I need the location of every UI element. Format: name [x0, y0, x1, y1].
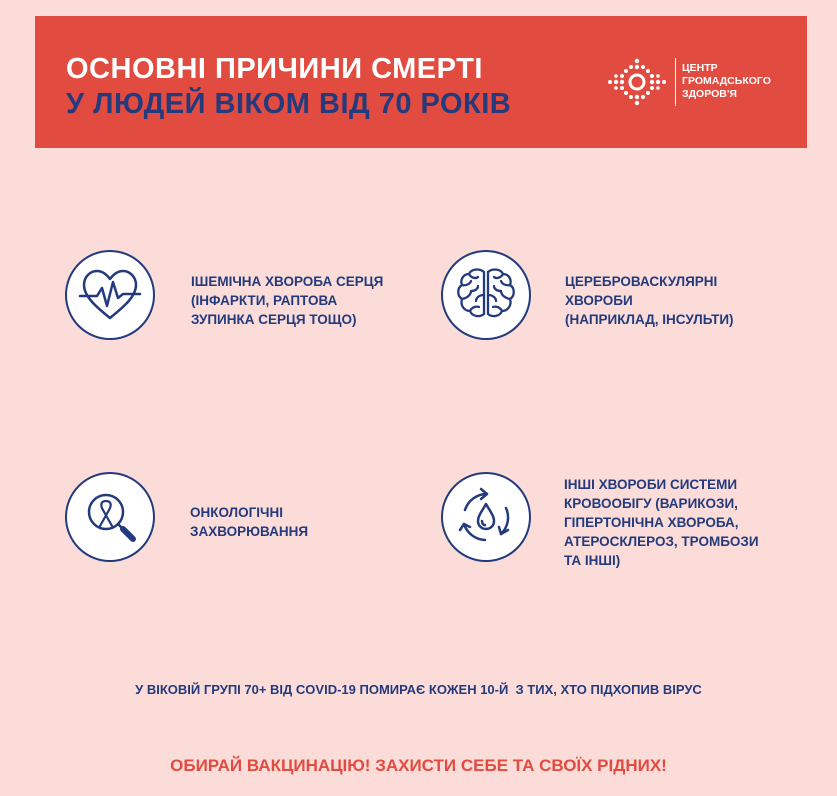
cause-text-cerebrovascular	[565, 272, 734, 329]
phc-logo	[602, 52, 792, 112]
cause-line: ХВОРОБИ	[565, 293, 633, 308]
cause-line: ГІПЕРТОНІЧНА ХВОРОБА,	[564, 515, 739, 530]
logo-text-line-2: ГРОМАДСЬКОГО	[682, 75, 771, 87]
cause-line: (НАПРИКЛАД, ІНСУЛЬТИ)	[565, 312, 734, 327]
title-line-2: У ЛЮДЕЙ ВІКОМ ВІД 70 РОКІВ	[66, 88, 512, 120]
cause-line: ІШЕМІЧНА ХВОРОБА СЕРЦЯ	[191, 274, 384, 289]
cause-line: КРОВООБІГУ (ВАРИКОЗИ,	[564, 496, 738, 511]
covid-mortality-note: У ВІКОВІЙ ГРУПІ 70+ ВІД COVID-19 ПОМИРАЄ КОЖЕН 10-Й З ТИХ, ХТО ПІДХОПИВ ВІРУС	[135, 682, 702, 697]
cause-text-oncology	[190, 503, 308, 541]
blood-drop-cycle-icon	[441, 472, 531, 562]
cause-line: ЦЕРЕБРОВАСКУЛЯРНІ	[565, 274, 718, 289]
magnifier-ribbon-icon	[65, 472, 155, 562]
title-line-1: ОСНОВНІ ПРИЧИНИ СМЕРТІ	[66, 53, 483, 85]
cause-line: (ІНФАРКТИ, РАПТОВА	[191, 293, 338, 308]
vaccination-call-to-action: ОБИРАЙ ВАКЦИНАЦІЮ! ЗАХИСТИ СЕБЕ ТА СВОЇХ РІДНИХ!	[170, 756, 667, 775]
logo-text-line-3: ЗДОРОВ'Я	[682, 88, 737, 100]
logo-text-line-1: ЦЕНТР	[682, 62, 718, 74]
header-banner	[35, 16, 807, 148]
logo-divider	[675, 58, 676, 106]
cause-line: ЗУПИНКА СЕРЦЯ ТОЩО)	[191, 312, 357, 327]
phc-logo-mark-icon	[602, 52, 672, 112]
cause-line: ІНШІ ХВОРОБИ СИСТЕМИ	[564, 477, 738, 492]
heart-pulse-icon	[65, 250, 155, 340]
cause-text-ischemic	[191, 272, 383, 329]
cause-line: ЗАХВОРЮВАННЯ	[190, 524, 309, 539]
brain-icon	[441, 250, 531, 340]
cause-line: ТА ІНШІ)	[564, 553, 621, 568]
cause-line: ОНКОЛОГІЧНІ	[190, 505, 284, 520]
cause-text-circulatory	[564, 475, 759, 570]
cause-line: АТЕРОСКЛЕРОЗ, ТРОМБОЗИ	[564, 534, 759, 549]
